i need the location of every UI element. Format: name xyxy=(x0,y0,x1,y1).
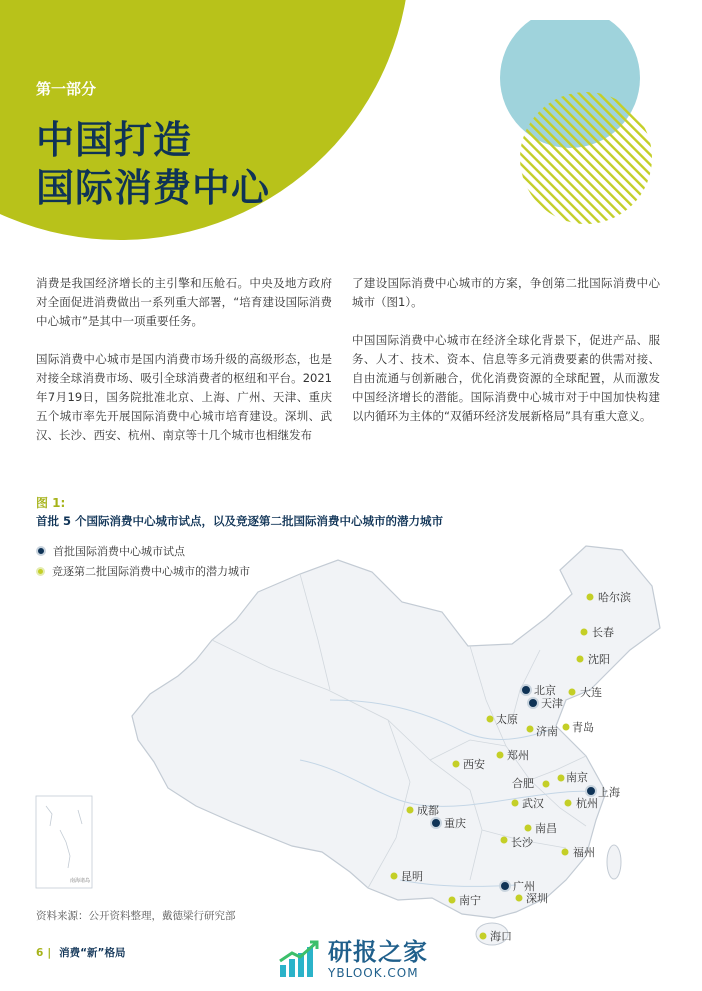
jinan-marker xyxy=(527,726,534,733)
wuhan-marker xyxy=(512,800,519,807)
body-paragraph: 了建设国际消费中心城市的方案，争创第二批国际消费中心城市（图1）。 xyxy=(352,276,660,309)
taiyuan-marker xyxy=(487,716,494,723)
haikou-label: 海口 xyxy=(490,930,512,943)
nanning-label: 南宁 xyxy=(459,894,481,907)
guangzhou-marker xyxy=(500,881,510,891)
changchun-label: 长春 xyxy=(592,626,614,639)
page-number: 6 xyxy=(36,946,44,959)
body-right-column xyxy=(352,274,660,445)
qingdao-marker xyxy=(563,724,570,731)
bar-chart-logo-icon xyxy=(278,939,320,979)
zhengzhou-marker xyxy=(497,752,504,759)
taiwan-island xyxy=(607,845,621,879)
watermark-main-text: 研报之家 xyxy=(328,938,428,966)
figure-source: 资料来源：公开资料整理，戴德梁行研究部 xyxy=(36,910,236,922)
guangzhou-label: 广州 xyxy=(513,880,535,893)
harbin-label: 哈尔滨 xyxy=(598,591,631,604)
page-footer xyxy=(36,945,125,960)
changsha-marker xyxy=(501,837,508,844)
changsha-label: 长沙 xyxy=(511,836,533,849)
taiyuan-label: 太原 xyxy=(496,713,518,726)
shanghai-marker xyxy=(586,786,596,796)
harbin-marker xyxy=(587,594,594,601)
nanjing-marker xyxy=(558,775,565,782)
page-title xyxy=(36,116,270,212)
shanghai-label: 上海 xyxy=(598,786,620,799)
south-sea-inset xyxy=(36,796,92,888)
hangzhou-marker xyxy=(565,800,572,807)
kunming-marker xyxy=(391,873,398,880)
section-label: 第一部分 xyxy=(36,80,97,98)
shenyang-marker xyxy=(577,656,584,663)
nanchang-marker xyxy=(525,825,532,832)
chongqing-label: 重庆 xyxy=(444,817,466,830)
body-left-column xyxy=(36,274,332,464)
inset-label: 南海诸岛 xyxy=(70,878,91,884)
tianjin-marker xyxy=(528,698,538,708)
body-paragraph: 中国国际消费中心城市在经济全球化背景下，促进产品、服务、人才、技术、资本、信息等多元消费要素的供需对接、自由流通与创新融合，优化消费资源的全球配置，从而激发中国经济增长的潜能。国际消费中心城市对于中国加快构建以内循环为主体的“双循环经济发展新格局”具有重大意义。 xyxy=(352,333,660,423)
beijing-label: 北京 xyxy=(534,684,556,697)
beijing-marker xyxy=(521,685,531,695)
footer-separator: | xyxy=(47,946,52,959)
shenzhen-label: 深圳 xyxy=(526,892,548,905)
watermark-sub-text: YBLOOK.COM xyxy=(328,966,419,980)
dalian-label: 大连 xyxy=(580,686,602,699)
chongqing-marker xyxy=(431,818,441,828)
figure-title: 首批 5 个国际消费中心城市试点，以及竞逐第二批国际消费中心城市的潜力城市 xyxy=(36,514,444,528)
chengdu-label: 成都 xyxy=(417,804,439,817)
xian-label: 西安 xyxy=(463,758,485,771)
changchun-marker xyxy=(581,629,588,636)
china-map xyxy=(0,520,702,960)
nanchang-label: 南昌 xyxy=(535,822,557,835)
page-title-line1: 中国打造 xyxy=(36,118,193,162)
page-title-line2: 国际消费中心 xyxy=(36,166,271,210)
qingdao-label: 青岛 xyxy=(572,721,594,734)
decorative-circles xyxy=(494,20,674,230)
legend-label: 首批国际消费中心城市试点 xyxy=(53,545,185,558)
fuzhou-label: 福州 xyxy=(573,846,595,859)
hefei-label: 合肥 xyxy=(512,777,534,790)
hangzhou-label: 杭州 xyxy=(576,797,598,810)
wuhan-label: 武汉 xyxy=(522,797,544,810)
body-paragraph: 消费是我国经济增长的主引擎和压舱石。中央及地方政府对全面促进消费做出一系列重大部署，“培育建设国际消费中心城市”是其中一项重要任务。 xyxy=(36,276,332,328)
xian-marker xyxy=(453,761,460,768)
footer-title: 消费“新”格局 xyxy=(59,947,126,959)
watermark xyxy=(278,938,428,980)
hefei-marker xyxy=(543,781,550,788)
chengdu-marker xyxy=(407,807,414,814)
legend-label: 竞逐第二批国际消费中心城市的潜力城市 xyxy=(52,565,250,578)
kunming-label: 昆明 xyxy=(401,870,423,883)
body-paragraph: 国际消费中心城市是国内消费市场升级的高级形态，也是对接全球消费市场、吸引全球消费者的枢纽和平台。2021年7月19日，国务院批准北京、上海、广州、天津、重庆五个城市率先开展国际消费中心城市培育建设。深圳、武汉、长沙、西安、杭州、南京等十几个城市也相继发布 xyxy=(36,352,332,442)
zhengzhou-label: 郑州 xyxy=(507,749,529,762)
dalian-marker xyxy=(569,689,576,696)
tianjin-label: 天津 xyxy=(541,697,563,710)
nanjing-label: 南京 xyxy=(566,771,588,784)
jinan-label: 济南 xyxy=(536,725,558,738)
figure-label: 图 1: xyxy=(36,496,66,510)
hatched-circle xyxy=(520,92,652,224)
shenzhen-marker xyxy=(516,895,523,902)
nanning-marker xyxy=(449,897,456,904)
shenyang-label: 沈阳 xyxy=(588,653,610,666)
fuzhou-marker xyxy=(562,849,569,856)
haikou-marker xyxy=(480,933,487,940)
